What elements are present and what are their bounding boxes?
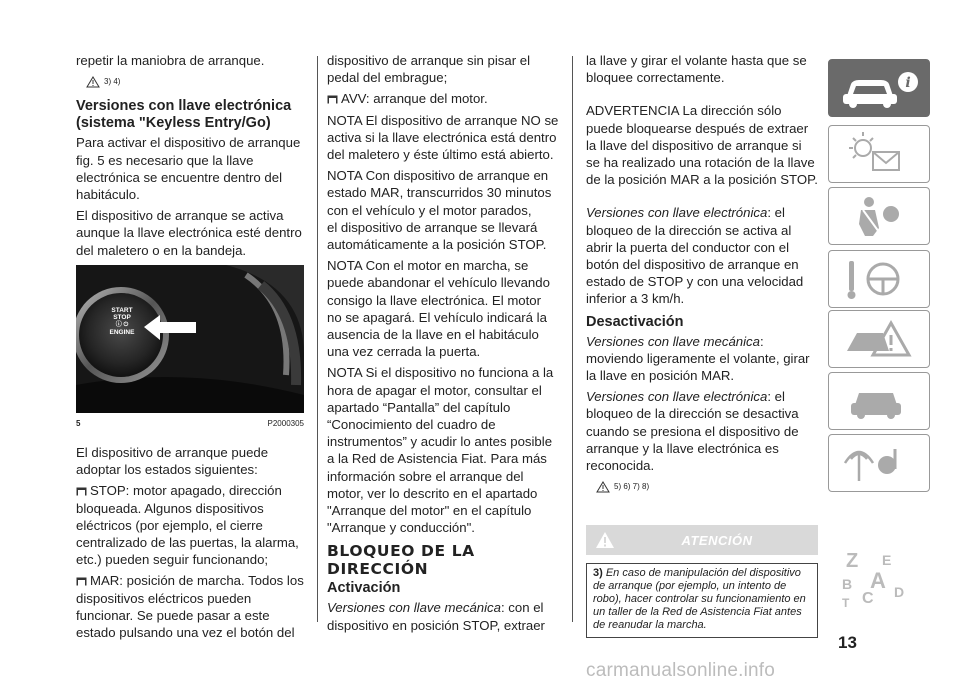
column-1 bbox=[76, 52, 304, 645]
key-steering-icon bbox=[829, 251, 929, 307]
warning-triangle-icon bbox=[594, 530, 616, 550]
tab-multimedia[interactable] bbox=[828, 434, 930, 492]
list-item: STOP: motor apagado, dirección bloqueada. Algunos dispositivos eléctricos (por ejemplo, el cierre centralizado de las puertas, la alarma, etc.) pueden seguir funcionando; bbox=[76, 483, 299, 568]
note-continued: el dispositivo de arranque se llevará automáticamente a la posición STOP. bbox=[327, 219, 547, 253]
warning-reference: 5) 6) 7) 8) bbox=[596, 478, 818, 495]
paragraph: repetir la maniobra de arranque. bbox=[76, 53, 265, 68]
car-service-icon bbox=[829, 373, 929, 429]
section-heading: Versiones con llave electrónica (sistema "Keyless Entry/Go) bbox=[76, 98, 292, 132]
figure-start-button bbox=[76, 265, 304, 413]
start-stop-photo bbox=[76, 265, 304, 413]
warning-reference: 3) 4) bbox=[86, 73, 304, 90]
key-symbol-icon bbox=[327, 95, 338, 104]
seatbelt-airbag-icon bbox=[829, 188, 929, 244]
key-symbol-icon bbox=[76, 487, 87, 496]
figure-code: P2000305 bbox=[267, 418, 304, 428]
tab-emergency[interactable] bbox=[828, 310, 930, 368]
column-divider bbox=[317, 56, 318, 622]
paragraph: El dispositivo de arranque se activa aunque la llave electrónica esté dentro del maletero o en la bandeja. bbox=[76, 208, 302, 258]
car-info-icon bbox=[829, 60, 929, 116]
paragraph: Versiones con llave electrónica: el bloqueo de la dirección se activa al abrir la puerta del conductor con el botón del dispositivo de arranque en estado de STOP y con una velocidad inferior a 3 km/h. bbox=[586, 205, 804, 307]
page-number: 13 bbox=[838, 633, 857, 652]
tab-key-steering[interactable] bbox=[828, 250, 930, 308]
note: NOTA Con el motor en marcha, se puede abandonar el vehículo llevando consigo la llave electrónica. El motor no se apagará. El vehículo indicará la ausencia de la llave en el habitáculo una vez cerrada la puerta. bbox=[327, 258, 550, 360]
note: NOTA Con dispositivo de arranque en estado MAR, transcurridos 30 minutos con el vehículo y el motor parados, bbox=[327, 168, 552, 218]
note: NOTA Si el dispositivo no funciona a la hora de apagar el motor, consultar el apartado “Pantalla” del capítulo “Conocimiento del cuadro de instrumentos” y acudir lo antes posible a la Red de Asistencia Fiat. Para más información sobre el arranque del motor, ver lo descrito en el apartado "Arranque del motor" en el capítulo "Arranque y conducción". bbox=[327, 365, 554, 536]
paragraph: la llave y girar el volante hasta que se bloquee correctamente. bbox=[586, 53, 807, 86]
watermark: carmanualsonline.info bbox=[586, 660, 776, 681]
figure-number: 5 bbox=[76, 418, 81, 428]
list-item: MAR: posición de marcha. Todos los dispositivos eléctricos pueden funcionar. Se puede pasar a este estado pulsando una vez el botón del bbox=[76, 573, 304, 641]
index-icon: Z E B A C D T bbox=[842, 550, 905, 610]
tab-safety[interactable] bbox=[828, 187, 930, 245]
figure-caption bbox=[76, 415, 304, 432]
tab-car-info[interactable] bbox=[828, 59, 930, 117]
key-symbol-icon bbox=[76, 577, 87, 586]
note: NOTA El dispositivo de arranque NO se activa si la llave electrónica está dentro del maletero y éste último está abierto. bbox=[327, 112, 559, 163]
warning-road-icon bbox=[829, 311, 929, 367]
list-item: AVV: arranque del motor. bbox=[327, 90, 559, 107]
advertencia-paragraph: ADVERTENCIA La dirección sólo puede bloquearse después de extraer la llave del dispositivo de arranque si se ha realizado una rotación de la llave de la posición MAR a la posición STOP. bbox=[586, 103, 818, 188]
attention-title: ATENCIÓN bbox=[681, 532, 753, 548]
lights-message-icon bbox=[829, 126, 929, 182]
svg-text:i: i bbox=[905, 75, 911, 91]
paragraph: Versiones con llave electrónica: el bloqueo de la dirección se desactiva cuando se presiona el dispositivo de arranque y la llave electrónica es reconocida. bbox=[586, 389, 799, 474]
warning-triangle-icon bbox=[596, 481, 610, 493]
tab-lights-messages[interactable] bbox=[828, 125, 930, 183]
column-2 bbox=[327, 52, 559, 638]
paragraph: Versiones con llave mecánica: moviendo ligeramente el volante, girar la llave en posición MAR. bbox=[586, 333, 810, 384]
warning-triangle-icon bbox=[86, 76, 100, 88]
column-divider bbox=[572, 56, 573, 622]
multimedia-icon bbox=[829, 435, 929, 491]
tab-index[interactable] bbox=[828, 496, 928, 614]
paragraph: Versiones con llave mecánica: con el dispositivo en posición STOP, extraer bbox=[327, 600, 545, 633]
column-3 bbox=[586, 52, 818, 638]
start-button-label: START STOP ⓘ ⏻ ENGINE bbox=[98, 307, 146, 337]
subheading: Desactivación bbox=[586, 313, 684, 330]
chapter-heading: BLOQUEO DE LA DIRECCIÓN bbox=[327, 542, 475, 579]
paragraph: Para activar el dispositivo de arranque fig. 5 es necesario que la llave electrónica se encuentre dentro del habitáculo. bbox=[76, 135, 301, 203]
attention-box bbox=[586, 525, 818, 638]
paragraph: dispositivo de arranque sin pisar el pedal del embrague; bbox=[327, 53, 531, 86]
paragraph: El dispositivo de arranque puede adoptar los estados siguientes: bbox=[76, 445, 269, 478]
subheading: Activación bbox=[327, 580, 401, 597]
attention-text: 3) En caso de manipulación del dispositivo de arranque (por ejemplo, un intento de robo), hacer controlar su funcionamiento en un taller de la Red de Asistencia Fiat antes de reanudar la marcha. bbox=[586, 563, 818, 638]
attention-header bbox=[586, 525, 818, 555]
power-symbol-icon: ⓘ ⏻ bbox=[115, 321, 129, 328]
tab-maintenance[interactable] bbox=[828, 372, 930, 430]
